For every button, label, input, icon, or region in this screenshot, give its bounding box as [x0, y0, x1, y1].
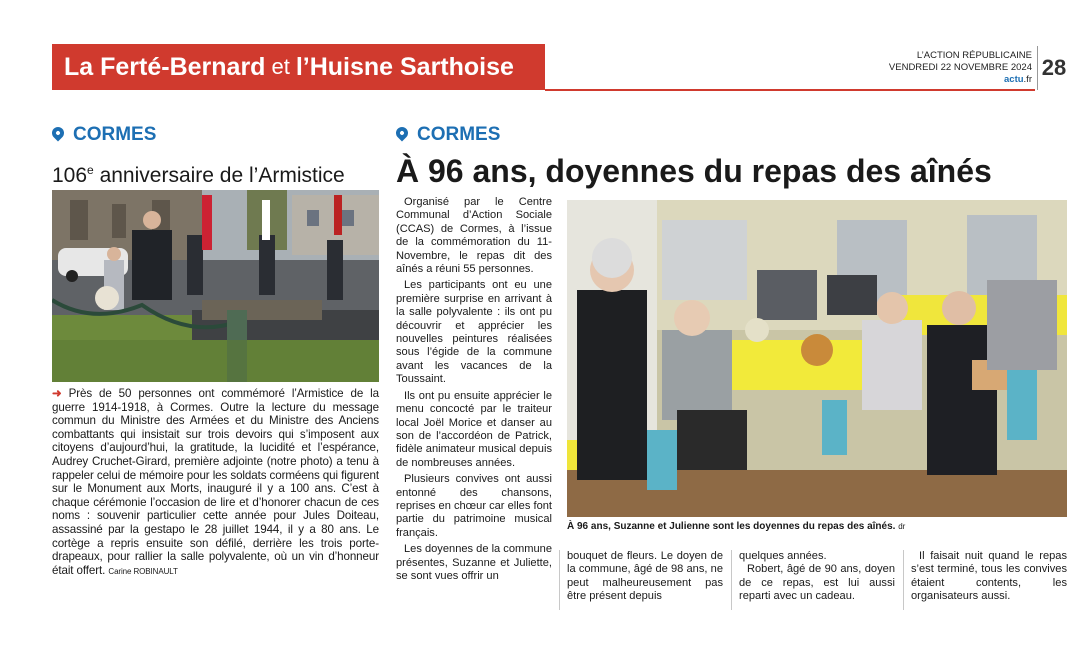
- location-pin-icon: [394, 125, 411, 142]
- article2-location: CORMES: [396, 124, 500, 146]
- article2-column-1: [396, 196, 552, 586]
- armistice-photo: [52, 190, 379, 382]
- masthead: [840, 50, 1032, 86]
- article2-column-3: quelques années. Robert, âgé de 90 ans, doyen de ce repas, est lui aussi reparti avec un cadeau.: [739, 550, 895, 603]
- column-divider: [903, 550, 904, 610]
- article2-paragraph: Ils ont pu ensuite apprécier le menu concocté par le traiteur local Joël Morice et danser au son de l’accordéon de Patrick, fidèle animateur musical depuis de nombreuses années.: [396, 389, 552, 469]
- banner-part2: l’Huisne Sarthoise: [295, 52, 514, 81]
- article2-paragraph: Les participants ont eu une première surprise en arrivant à la salle polyvalente : ils ont pu découvrir et apprécier les nouvelles peintures réalisées sous l’égide de la commune avant les vacances de la Toussaint.: [396, 279, 552, 386]
- article2-paragraph: Organisé par le Centre Communal d’Action Sociale (CCAS) de Cormes, à l’issue de la commémoration du 11-Novembre, le repas dit des aînés a réuni 55 personnes.: [396, 196, 552, 276]
- article2-title: À 96 ans, doyennes du repas des aînés: [396, 153, 992, 189]
- location-pin-icon: [50, 125, 67, 142]
- article1-lead: ➜ Près de 50 personnes ont commémoré l’Armistice de la guerre 1914-1918, à Cormes. Outre la lecture du message commun du Ministre des Armées et du Ministre des Anciens combattants qui insistait sur trois devoirs qui s’imposent aux citoyens d’aujourd’hui, la gratitude, la lucidité et l’espérance, Audrey Cruchet-Girard, première adjointe (notre photo) a tenu à rappeler celui de mémoire pour les soldats corméens qui figurent sur le Monument aux Morts, inauguré il y a 100 ans. C’est à chaque cérémonie l’occasion de lire et d’honorer chacun de ces noms : souvenir particulier cette année pour Jules Doiteau, assassiné par la gestapo le 28 juillet 1944, il y a 80 ans. Le cortège a repris ensuite son défilé, derrière les trois porte-drapeaux, pour rallier la salle polyvalente, où un vin d’honneur était offert. Carine ROBINAULT: [52, 387, 379, 577]
- article1-location: CORMES: [52, 124, 156, 146]
- publication-name: L’ACTION RÉPUBLICAINE: [916, 50, 1032, 61]
- photo-caption: À 96 ans, Suzanne et Julienne sont les doyennes du repas des aînés. dr: [567, 521, 906, 532]
- article2-paragraph: Les doyennes de la commune présentes, Suzanne et Juliette, se sont vues offrir un: [396, 543, 553, 582]
- arrow-right-icon: ➜: [52, 387, 62, 400]
- page-number: 28: [1037, 46, 1068, 90]
- section-banner: [52, 44, 545, 90]
- publication-date: VENDREDI 22 NOVEMBRE 2024: [888, 62, 1032, 73]
- article2-paragraph: Plusieurs convives ont aussi entonné des chansons, reprises en chœur car elles font partie du patrimoine musical français.: [396, 473, 552, 539]
- article1-author: Carine ROBINAULT: [108, 566, 178, 576]
- article1-title: 106e anniversaire de l’Armistice: [52, 163, 345, 187]
- banner-connector: et: [271, 54, 290, 79]
- article2-column-4: Il faisait nuit quand le repas s’est terminé, tous les convives étaient contents, les organisateurs aussi.: [911, 550, 1067, 603]
- header-rule: [545, 89, 1035, 91]
- column-divider: [559, 550, 560, 610]
- banner-part1: La Ferté-Bernard: [64, 52, 266, 81]
- photo-credit: dr: [898, 522, 906, 531]
- article2-column-2: bouquet de fleurs. Le doyen de la commune, âgé de 98 ans, ne peut malheureusement pas être présent depuis: [567, 550, 723, 603]
- seniors-meal-photo: [567, 200, 1067, 517]
- publication-site: actu.fr: [1004, 74, 1032, 85]
- column-divider: [731, 550, 732, 610]
